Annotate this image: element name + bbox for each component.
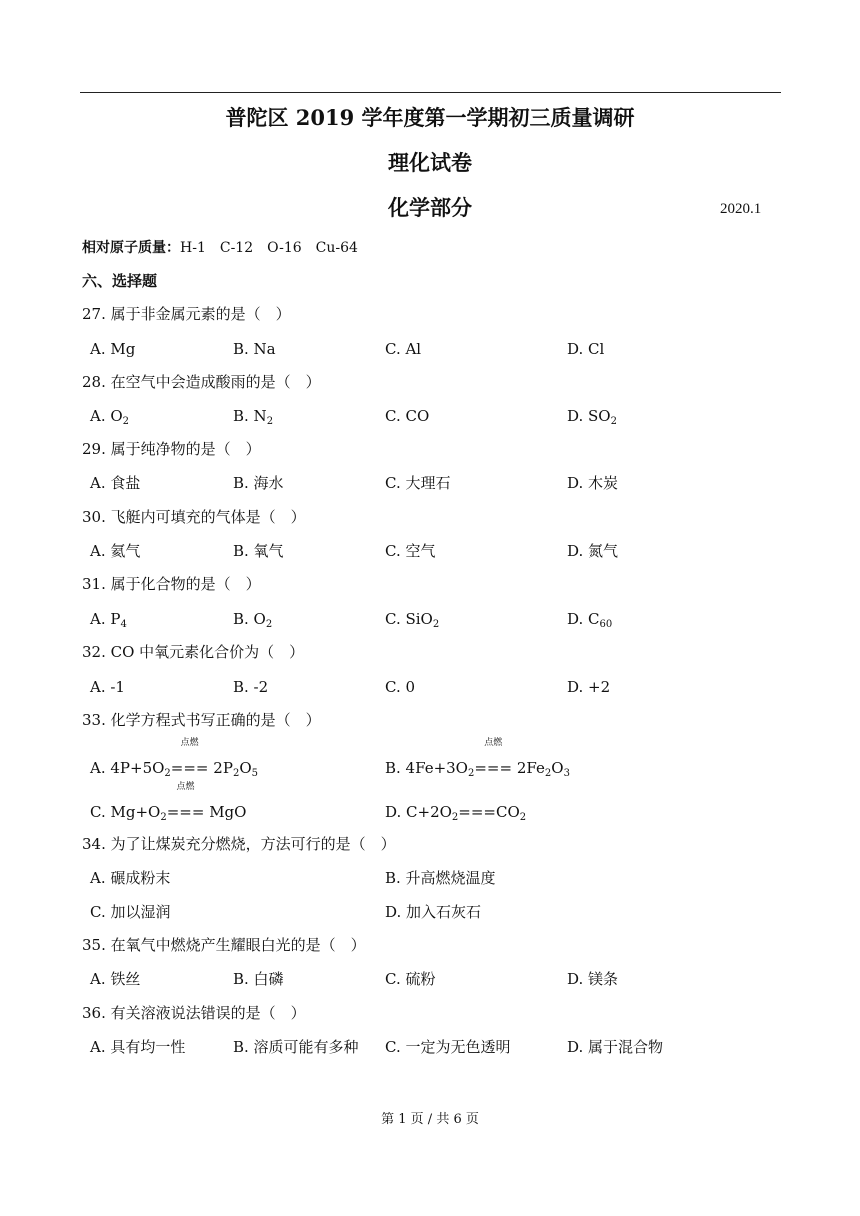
option-d: D. 氮气	[567, 542, 619, 560]
page-number: 第 1 页 / 共 6 页	[381, 1112, 479, 1127]
option-c: C. 大理石	[385, 474, 451, 492]
reaction-arrow: 点燃 ===	[170, 738, 209, 777]
exam-title: 普陀区 2019 学年度第一学期初三质量调研	[225, 105, 635, 130]
option-c: C. 硫粉	[385, 970, 436, 988]
exam-part-title: 化学部分	[388, 195, 472, 220]
atomic-mass-label: 相对原子质量：	[82, 240, 180, 256]
question-stem: 30. 飞艇内可填充的气体是（ ）	[82, 508, 306, 526]
question-stem: 33. 化学方程式书写正确的是（ ）	[82, 711, 321, 729]
option-d: D. 木炭	[567, 474, 619, 492]
question-stem: 32. CO 中氧元素化合价为（ ）	[82, 643, 305, 661]
option-c: C. SiO$_2$	[385, 610, 440, 630]
option-a: A. $4P+5O_2$ 点燃 === $2P_2O_5$	[90, 738, 258, 779]
question-stem: 27. 属于非金属元素的是（ ）	[82, 305, 291, 323]
option-c: C. 0	[385, 678, 416, 696]
atomic-mass-value: O-16	[267, 240, 302, 256]
atomic-mass-value: Cu-64	[315, 240, 358, 256]
option-a: A. 碾成粉末	[90, 869, 171, 887]
option-d: D. $SO_2$	[567, 407, 617, 427]
option-c: C. Al	[385, 340, 422, 358]
option-c: C. CO	[385, 407, 430, 425]
option-b: B. 海水	[233, 474, 284, 492]
option-a: A. 具有均一性	[90, 1038, 186, 1056]
question-stem: 28. 在空气中会造成酸雨的是（ ）	[82, 373, 321, 391]
option-d: D. 属于混合物	[567, 1038, 664, 1056]
question-stem: 36. 有关溶液说法错误的是（ ）	[82, 1004, 306, 1022]
option-d: D. 加入石灰石	[385, 903, 482, 921]
exam-subtitle: 理化试卷	[388, 150, 472, 175]
option-d: D. 镁条	[567, 970, 619, 988]
question-stem: 35. 在氧气中燃烧产生耀眼白光的是（ ）	[82, 936, 366, 954]
question-stem: 29. 属于纯净物的是（ ）	[82, 440, 261, 458]
option-b: B. $O_2$	[233, 610, 273, 630]
option-a: A. 食盐	[90, 474, 141, 492]
option-a: A. $P_4$	[90, 610, 127, 630]
option-a: A. $O_2$	[90, 407, 130, 427]
section-heading: 六、选择题	[82, 272, 158, 290]
option-c: C. 空气	[385, 542, 436, 560]
option-d: D. $C+2O_2===CO_2$	[385, 803, 527, 823]
atomic-mass-value: C-12	[219, 240, 254, 256]
option-b: B. 升高燃烧温度	[385, 869, 496, 887]
option-d: D. Cl	[567, 340, 605, 358]
option-a: A. 氦气	[90, 542, 141, 560]
reaction-arrow: 点燃 ===	[166, 782, 205, 821]
option-b: B. Na	[233, 340, 276, 358]
header-rule	[80, 92, 781, 93]
option-b: B. -2	[233, 678, 269, 696]
atomic-mass-line	[82, 238, 358, 258]
option-a: A. -1	[90, 678, 125, 696]
option-a: A. 铁丝	[90, 970, 141, 988]
option-c: C. 一定为无色透明	[385, 1038, 511, 1056]
question-stem: 34. 为了让煤炭充分燃烧，方法可行的是（ ）	[82, 835, 396, 853]
option-c: C. 加以湿润	[90, 903, 171, 921]
option-d: D. +2	[567, 678, 611, 696]
option-b: B. $N_2$	[233, 407, 274, 427]
reaction-arrow: 点燃 ===	[474, 738, 513, 777]
option-a: A. Mg	[90, 340, 136, 358]
exam-date: 2020.1	[720, 201, 762, 217]
option-b: B. 氧气	[233, 542, 284, 560]
option-b: B. 溶质可能有多种	[233, 1038, 359, 1056]
option-b: B. 白磷	[233, 970, 284, 988]
option-d: D. $C_{60}$	[567, 610, 613, 630]
question-stem: 31. 属于化合物的是（ ）	[82, 575, 261, 593]
option-b: B. $4Fe+3O_2$ 点燃 === $2Fe_2O_3$	[385, 738, 570, 779]
atomic-mass-value: H-1	[180, 240, 206, 256]
option-c: C. $Mg+O_2$ 点燃 === MgO	[90, 782, 247, 823]
